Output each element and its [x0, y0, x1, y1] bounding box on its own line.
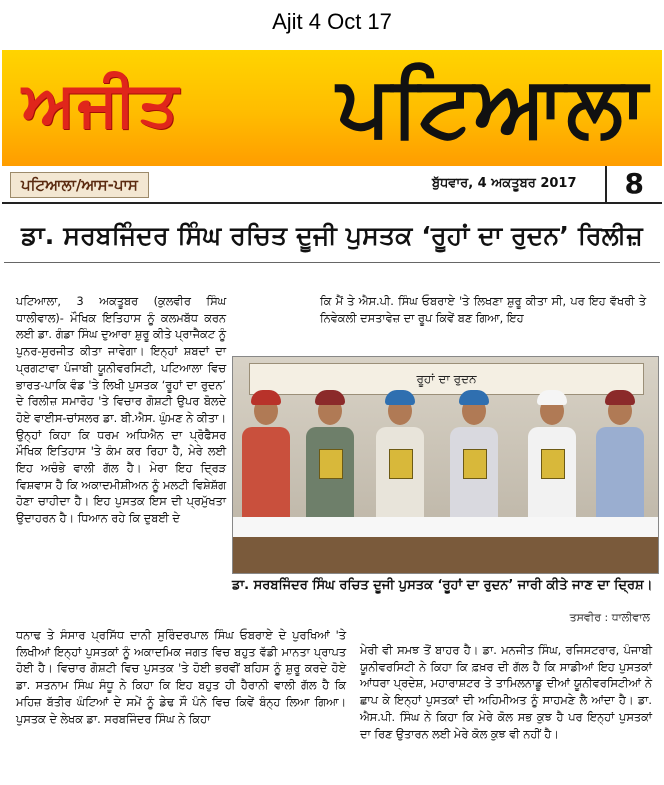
article-paragraph-bottom-right: ਮੇਰੀ ਵੀ ਸਮਝ ਤੋਂ ਬਾਹਰ ਹੈ। ਡਾ. ਮਨਜੀਤ ਸਿੰਘ, ਰਜਿਸਟਰਾਰ, ਪੰਜਾਬੀ ਯੂਨੀਵਰਸਿਟੀ ਨੇ ਕਿਹਾ ਕਿ ਫ਼ਖ਼ਰ ਦੀ ਗੱਲ ਹੈ ਕਿ ਸਾਡੀਆਂ ਇਹ ਪੁਸਤਕਾਂ ਆਂਧਰਾ ਪ੍ਰਦੇਸ਼, ਮਹਾਰਾਸ਼ਟਰ ਤੇ ਤਾਮਿਲਨਾਡੂ ਦੀਆਂ ਯੂਨੀਵਰਸਿਟੀਆਂ ਨੇ ਛਾਪ ਕੇ ਇਨ੍ਹਾਂ ਪੁਸਤਕਾਂ ਦੀ ਅਹਿਮੀਅਤ ਨੂੰ ਸਾਹਮਣੇ ਲੈ ਆਂਦਾ ਹੈ। ਡਾ. ਐਸ.ਪੀ. ਸਿੰਘ ਨੇ ਕਿਹਾ ਕਿ ਮੇਰੇ ਕੋਲ ਸਭ ਕੁਝ ਹੈ ਪਰ ਇਨ੍ਹਾਂ ਪੁਸਤਕਾਂ ਦਾ ਰਿਣ ਉਤਾਰਨ ਲਈ ਮੇਰੇ ਕੋਲ ਕੁਝ ਵੀ ਨਹੀਂ ਹੈ।	[360, 644, 652, 741]
article-paragraph-top-right: ਕਿ ਮੈਂ ਤੇ ਐਸ.ਪੀ. ਸਿੰਘ ਓਬਰਾਏ 'ਤੇ ਲਿਖਣਾ ਸ਼ੁਰੂ ਕੀਤਾ ਸੀ, ਪਰ ਇਹ ਵੱਖਰੀ ਤੇ ਨਿਵੇਕਲੀ ਦਸਤਾਵੇਜ਼ ਦਾ ਰੂਪ ਕਿਵੇਂ ਬਣ ਗਿਆ, ਇਹ	[320, 295, 646, 325]
article-headline: ਡਾ. ਸਰਬਜਿੰਦਰ ਸਿੰਘ ਰਚਿਤ ਦੂਜੀ ਪੁਸਤਕ ‘ਰੂਹਾਂ ਦਾ ਰੁਦਨ’ ਰਿਲੀਜ਼	[21, 221, 643, 250]
photo-person	[447, 397, 501, 521]
article-paragraph-bottom-left: ਧਨਾਢ ਤੇ ਸੰਸਾਰ ਪ੍ਰਸਿੱਧ ਦਾਨੀ ਸੁਰਿੰਦਰਪਾਲ ਸਿੰਘ ਓਬਰਾਏ ਦੇ ਪੁਰਖਿਆਂ 'ਤੇ ਲਿਖੀਆਂ ਇਨ੍ਹਾਂ ਪੁਸਤਕਾਂ ਨੂੰ ਅਕਾਦਮਿਕ ਜਗਤ ਵਿਚ ਬਹੁਤ ਵੱਡੀ ਮਾਨਤਾ ਪ੍ਰਾਪਤ ਹੋਈ ਹੈ। ਵਿਚਾਰ ਗੋਸ਼ਟੀ ਵਿਚ ਪੁਸਤਕ 'ਤੇ ਹੋਈ ਭਰਵੀਂ ਬਹਿਸ ਨੂੰ ਸ਼ੁਰੂ ਕਰਦੇ ਹੋਏ ਡਾ. ਸਤਨਾਮ ਸਿੰਘ ਸੰਧੂ ਨੇ ਕਿਹਾ ਕਿ ਇਹ ਬਹੁਤ ਹੀ ਹੈਰਾਨੀ ਵਾਲੀ ਗੱਲ ਹੈ ਕਿ ਮਹਿਜ਼ ਬੱਤੀਰ ਘੰਟਿਆਂ ਦੇ ਸਮੇਂ ਨੂੰ ਡੇਢ ਸੌ ਪੰਨੇ ਵਿਚ ਕਿਵੇਂ ਬੰਨ੍ਹ ਲਿਆ ਗਿਆ। ਪੁਸਤਕ ਦੇ ਲੇਖਕ ਡਾ. ਸਰਬਜਿੰਦਰ ਸਿੰਘ ਨੇ ਕਿਹਾ	[16, 629, 346, 726]
photo-person	[239, 397, 293, 521]
photo-credit: ਤਸਵੀਰ : ਧਾਲੀਵਾਲ	[569, 611, 650, 624]
article-paragraph-left: ਪਟਿਆਲਾ, 3 ਅਕਤੂਬਰ (ਕੁਲਵੀਰ ਸਿੰਘ ਧਾਲੀਵਾਲ)- ਮੌਖਿਕ ਇਤਿਹਾਸ ਨੂੰ ਕਲਮਬੱਧ ਕਰਨ ਲਈ ਡਾ. ਗੰਡਾ ਸਿੰਘ ਦੁਆਰਾ ਸ਼ੁਰੂ ਕੀਤੇ ਪ੍ਰਾਜੈਕਟ ਨੂੰ ਪੁਨਰ-ਸੁਰਜੀਤ ਕੀਤਾ ਜਾਵੇਗਾ। ਇਨ੍ਹਾਂ ਸ਼ਬਦਾਂ ਦਾ ਪ੍ਰਗਟਾਵਾ ਪੰਜਾਬੀ ਯੂਨੀਵਰਸਿਟੀ, ਪਟਿਆਲਾ ਵਿਚ ਭਾਰਤ-ਪਾਕਿ ਵੰਡ 'ਤੇ ਲਿਖੀ ਪੁਸਤਕ ‘ਰੂਹਾਂ ਦਾ ਰੁਦਨ’ ਦੇ ਰਿਲੀਜ਼ ਸਮਾਰੋਹ 'ਤੇ ਵਿਚਾਰ ਗੋਸ਼ਟੀ ਉਪਰ ਬੋਲਦੇ ਹੋਏ ਵਾਈਸ-ਚਾਂਸਲਰ ਡਾ. ਬੀ.ਐਸ. ਘੁੰਮਣ ਨੇ ਕੀਤਾ। ਉਨ੍ਹਾਂ ਕਿਹਾ ਕਿ ਧਰਮ ਅਧਿਐਨ ਦਾ ਪ੍ਰੋਫੈਸਰ ਮੌਖਿਕ ਇਤਿਹਾਸ 'ਤੇ ਕੰਮ ਕਰ ਰਿਹਾ ਹੈ, ਮੇਰੇ ਲਈ ਇਹ ਅਚੰਭੇ ਵਾਲੀ ਗੱਲ ਹੈ। ਮੇਰਾ ਇਹ ਦ੍ਰਿੜ ਵਿਸ਼ਵਾਸ ਹੈ ਕਿ ਅਕਾਦਮੀਸ਼ੀਅਨ ਨੂੰ ਮਲਟੀ ਵਿਸ਼ੇਸ਼ੱਗ ਹੋਣਾ ਚਾਹੀਦਾ ਹੈ। ਇਹ ਪੁਸਤਕ ਇਸ ਦੀ ਪ੍ਰਮੁੱਖਤਾ ਉਦਾਹਰਨ ਹੈ। ਧਿਆਨ ਰਹੇ ਕਿ ਦੁਬਈ ਦੇ	[16, 295, 226, 526]
newspaper-name: ਅਜੀਤ	[22, 67, 181, 140]
photo-person	[373, 397, 427, 521]
photo-person	[525, 397, 579, 521]
event-photo	[232, 356, 659, 574]
photo-caption: ਡਾ. ਸਰਬਜਿੰਦਰ ਸਿੰਘ ਰਚਿਤ ਦੂਜੀ ਪੁਸਤਕ ‘ਰੂਹਾਂ ਦਾ ਰੁਦਨ’ ਜਾਰੀ ਕੀਤੇ ਜਾਣ ਦਾ ਦ੍ਰਿਸ਼।	[232, 578, 653, 593]
issue-date: ਬੁੱਧਵਾਰ, 4 ਅਕਤੂਬਰ 2017	[432, 176, 577, 191]
photo-table	[233, 517, 658, 573]
newspaper-masthead	[2, 50, 662, 166]
edition-name: ਪਟਿਆਲਾ	[336, 57, 648, 155]
photo-person	[593, 397, 647, 521]
section-strip	[2, 166, 662, 204]
page-number: 8	[605, 166, 644, 202]
headline-rule	[4, 262, 660, 263]
section-label: ਪਟਿਆਲਾ/ਆਸ-ਪਾਸ	[10, 172, 149, 198]
photo-person	[303, 397, 357, 521]
photo-banner: ਰੂਹਾਂ ਦਾ ਰੁਦਨ	[249, 363, 644, 395]
clipping-caption: Ajit 4 Oct 17	[272, 9, 392, 34]
